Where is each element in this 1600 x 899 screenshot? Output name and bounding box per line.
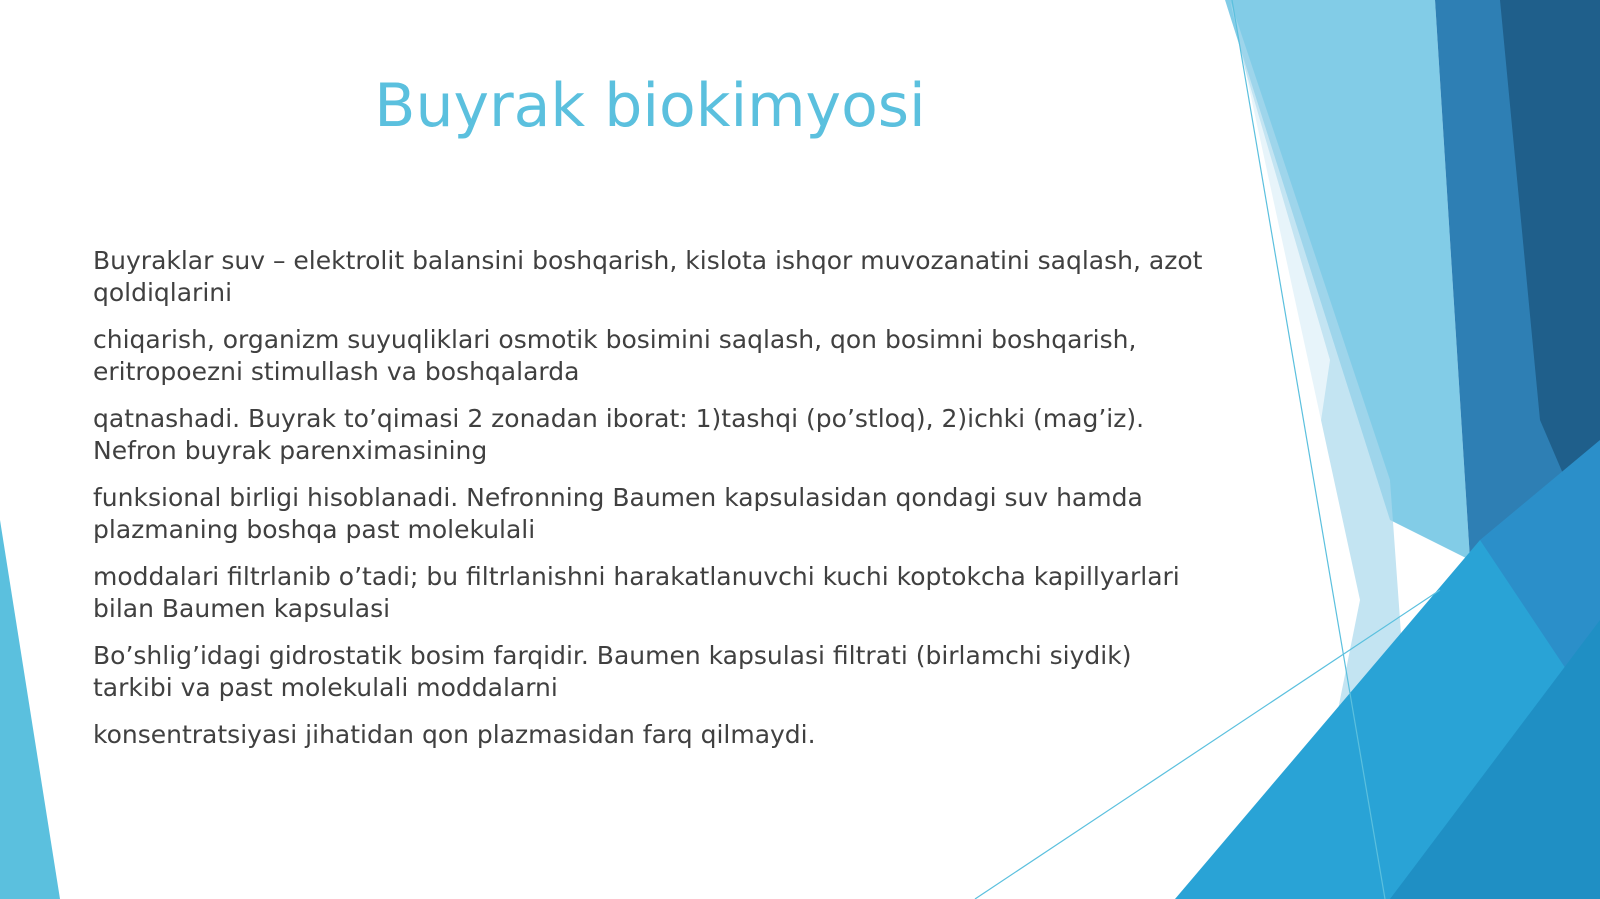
body-paragraph-5: moddalari filtrlanib o’tadi; bu filtrlanishni harakatlanuvchi kuchi koptokcha kapillyarlari bilan Baumen kapsulasi <box>93 562 1180 623</box>
body-paragraph-6: Bo’shlig’idagi gidrostatik bosim farqidir. Baumen kapsulasi filtrati (birlamchi siydik) tarkibi va past molekulali moddalarni <box>93 641 1132 702</box>
body-paragraph-4: funksional birligi hisoblanadi. Nefronning Baumen kapsulasidan qondagi suv hamda plazmaning boshqa past molekulali <box>93 483 1143 544</box>
body-paragraph-1: Buyraklar suv – elektrolit balansini boshqarish, kislota ishqor muvozanatini saqlash, azot qoldiqlarini <box>93 246 1203 307</box>
slide-body <box>93 245 1208 766</box>
body-paragraph-2: chiqarish, organizm suyuqliklari osmotik bosimini saqlash, qon bosimni boshqarish, eritropoezni stimullash va boshqalarda <box>93 325 1137 386</box>
body-paragraph-3: qatnashadi. Buyrak to’qimasi 2 zonadan iborat: 1)tashqi (po’stloq), 2)ichki (mag’iz). Nefron buyrak parenximasining <box>93 404 1145 465</box>
deco-shape-left-sliver <box>0 520 60 899</box>
body-paragraph-7: konsentratsiyasi jihatidan qon plazmasidan farq qilmaydi. <box>93 720 816 749</box>
slide-title: Buyrak biokimyosi <box>374 71 926 141</box>
